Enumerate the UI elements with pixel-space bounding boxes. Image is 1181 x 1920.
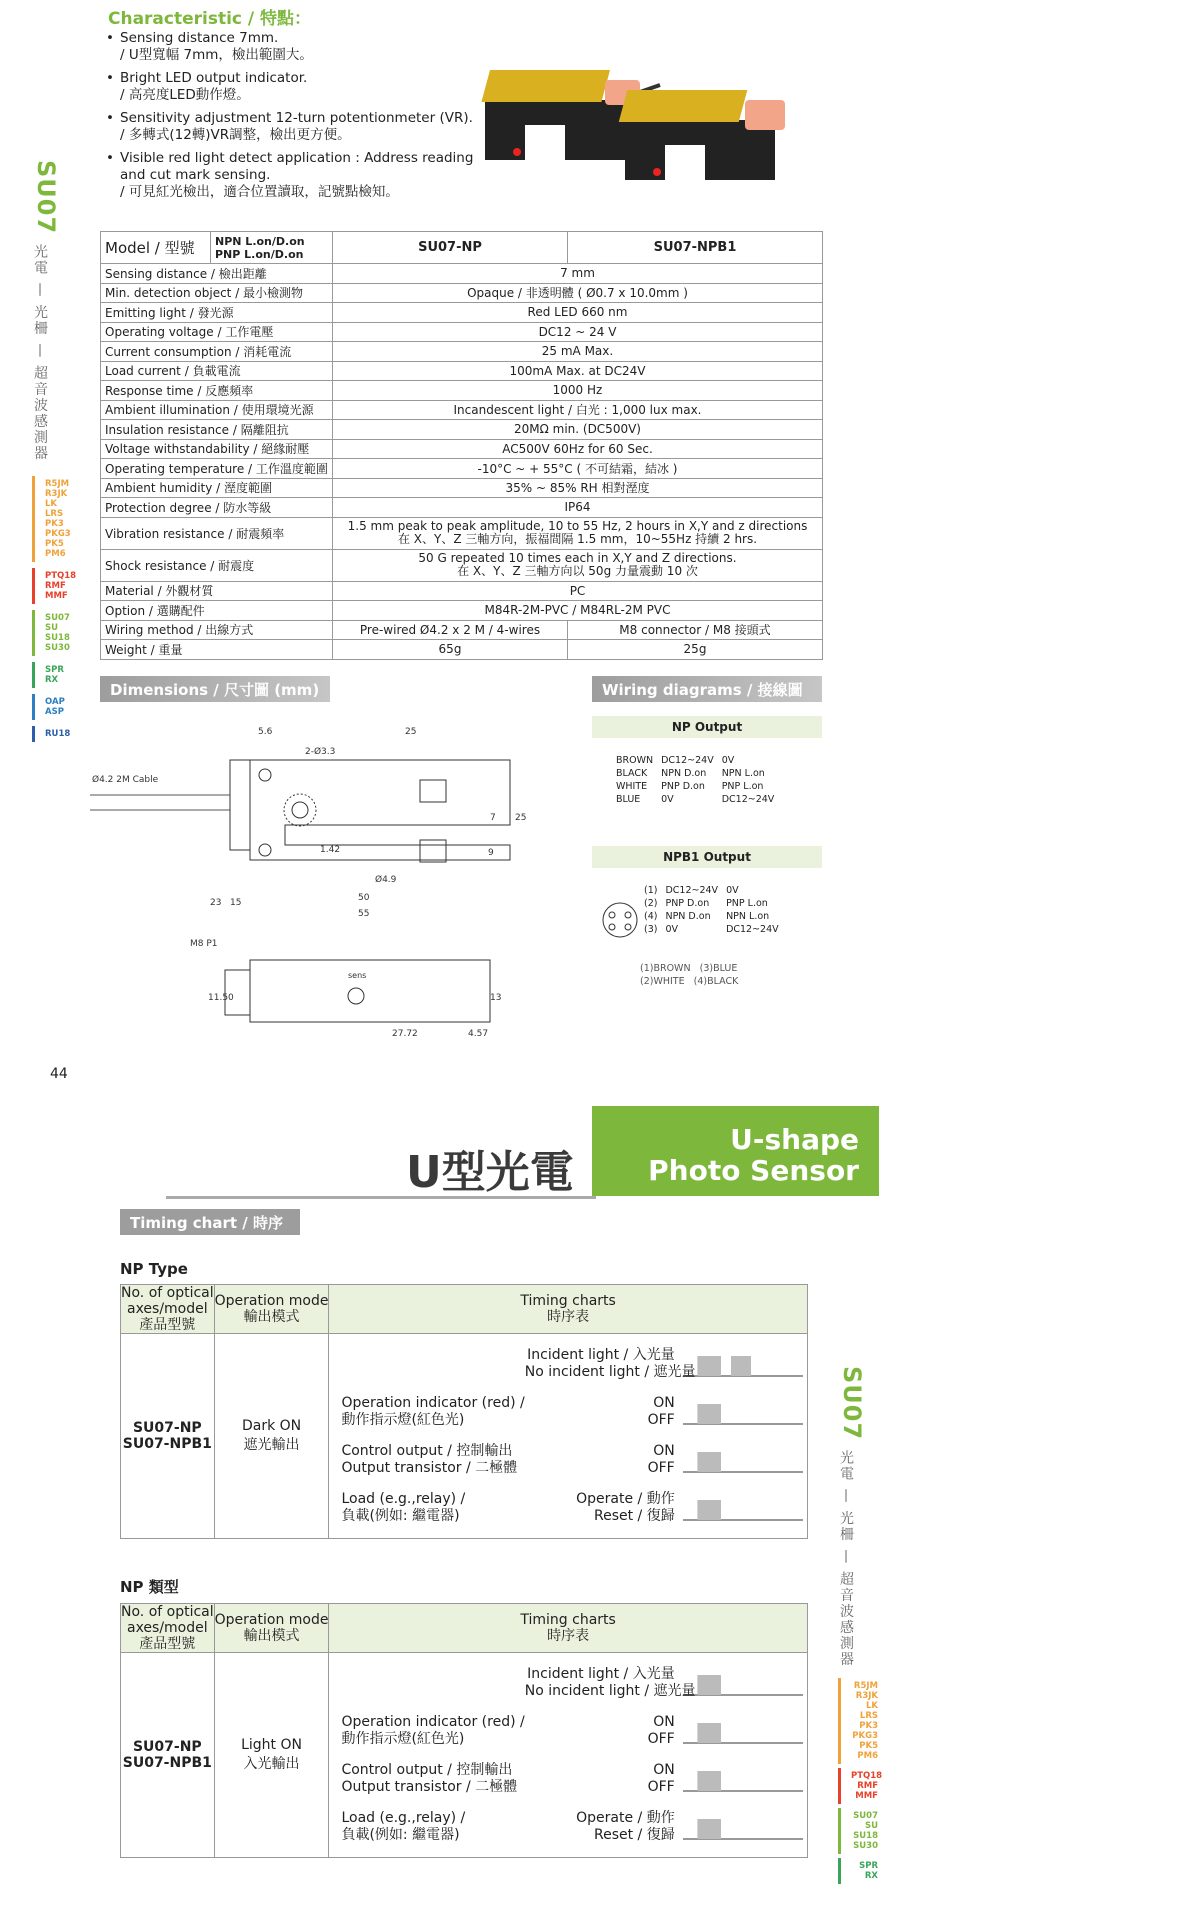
timing-wave bbox=[683, 1761, 803, 1797]
timing-row bbox=[329, 1388, 806, 1436]
timing-header-mode: Operation mode 輸出模式 bbox=[214, 1604, 329, 1653]
timing-title: Timing chart / 時序圖 bbox=[120, 1209, 300, 1235]
timing-header-chart: Timing charts 時序表 bbox=[329, 1285, 807, 1334]
spec-row bbox=[101, 303, 823, 323]
timing-section-np bbox=[120, 1260, 800, 1539]
feature-item: • Sensitivity adjustment 12-turn potentionmeter (VR). / 多轉式(12轉)VR調整，檢出更方便。 bbox=[104, 110, 484, 144]
dimensions-title: Dimensions / 尺寸圖 (mm) bbox=[100, 676, 330, 702]
timing-mode: Light ON 入光輸出 bbox=[214, 1653, 329, 1858]
sidebar-group: PTQ18 RMF MMF bbox=[32, 568, 76, 604]
spec-label: Operating voltage / 工作電壓 bbox=[101, 322, 333, 342]
wire-row: BLUE 0V DC12~24V bbox=[616, 794, 775, 805]
spec-label: Shock resistance / 耐震度 bbox=[101, 549, 333, 581]
product-banner bbox=[592, 1106, 879, 1196]
timing-row-name: Control output / 控制輸出 Output transistor / 二極體 bbox=[341, 1762, 518, 1795]
spec-value: DC12 ~ 24 V bbox=[333, 322, 823, 342]
spec-value: PC bbox=[333, 581, 823, 601]
spec-value: M8 connector / M8 接頭式 bbox=[568, 620, 823, 640]
dim-label: 13 bbox=[490, 993, 502, 1003]
sensor-right bbox=[619, 90, 785, 180]
spec-label: Response time / 反應頻率 bbox=[101, 381, 333, 401]
spec-row bbox=[101, 459, 823, 479]
spec-value: 1.5 mm peak to peak amplitude, 10 to 55 Hz, 2 hours in X,Y and z directions 在 X、Y、Z 三軸方向，振福間隔 1.5 mm，10~55Hz 持續 2 hrs. bbox=[333, 517, 823, 549]
sidebar-group: R5JM R3JK LK LRS PK3 PKG3 PK5 PM6 bbox=[838, 1678, 878, 1764]
connector-icon bbox=[600, 895, 640, 945]
timing-wave bbox=[683, 1346, 803, 1382]
timing-row bbox=[329, 1436, 806, 1484]
timing-row-name: Operation indicator (red) / 動作指示燈(紅色光) bbox=[341, 1714, 525, 1747]
spec-label: Protection degree / 防水等級 bbox=[101, 498, 333, 518]
timing-body-row bbox=[121, 1653, 808, 1858]
timing-row bbox=[329, 1707, 806, 1755]
sidebar-group: RU18 bbox=[32, 726, 76, 742]
timing-header-chart: Timing charts 時序表 bbox=[329, 1604, 807, 1653]
dim-label: 25 bbox=[515, 813, 527, 823]
spec-label: Emitting light / 發光源 bbox=[101, 303, 333, 323]
timing-wave bbox=[683, 1713, 803, 1749]
timing-header-mode: Operation mode 輸出模式 bbox=[214, 1285, 329, 1334]
banner-underline bbox=[166, 1196, 596, 1199]
zh-title: U型光電 bbox=[406, 1147, 574, 1198]
timing-wave bbox=[683, 1394, 803, 1430]
sidebar-title: SU07 bbox=[838, 1366, 866, 1441]
spec-label: Ambient illumination / 使用環境光源 bbox=[101, 400, 333, 420]
spec-value: 100mA Max. at DC24V bbox=[333, 361, 823, 381]
wire-row: (3) 0V DC12~24V bbox=[644, 924, 779, 935]
timing-row-state: ON OFF bbox=[647, 1714, 675, 1747]
wire-row: (2) PNP D.on PNP L.on bbox=[644, 898, 768, 909]
np-wiring-table bbox=[612, 754, 778, 806]
dim-cable-label: Ø4.2 2M Cable bbox=[92, 775, 159, 785]
sidebar-group-active: SU07 SU SU18 SU30 bbox=[32, 610, 76, 656]
spec-value: AC500V 60Hz for 60 Sec. bbox=[333, 439, 823, 459]
feature-item: • Bright LED output indicator. / 高亮度LED動作燈。 bbox=[104, 70, 484, 104]
wire-row: WHITE PNP D.on PNP L.on bbox=[616, 781, 764, 792]
feature-item: • Visible red light detect application : Address reading and cut mark sensing. / 可見紅光檢出，適合位置讀取，記號點檢知。 bbox=[104, 150, 484, 201]
spec-value: 50 G repeated 10 times each in X,Y and Z directions. 在 X、Y、Z 三軸方向以 50g 力量震動 10 次 bbox=[333, 549, 823, 581]
timing-row-state: ON OFF bbox=[647, 1443, 675, 1476]
spec-row bbox=[101, 361, 823, 381]
sidebar-group: OAP ASP bbox=[32, 694, 76, 720]
spec-label: Weight / 重量 bbox=[101, 640, 333, 660]
sidebar-group-active: SU07 SU SU18 SU30 bbox=[838, 1808, 878, 1854]
spec-value: 25 mA Max. bbox=[333, 342, 823, 362]
spec-label: Option / 選購配件 bbox=[101, 601, 333, 621]
spec-row bbox=[101, 381, 823, 401]
wire-legend: (1)BROWN (3)BLUE (2)WHITE (4)BLACK bbox=[640, 963, 739, 987]
spec-label: Ambient humidity / 溼度範圍 bbox=[101, 478, 333, 498]
dim-label: sens bbox=[348, 971, 367, 980]
timing-row-state: Operate / 動作 Reset / 復歸 bbox=[576, 1810, 675, 1843]
spec-row bbox=[101, 400, 823, 420]
dim-label: 4.57 bbox=[468, 1029, 489, 1039]
spec-row bbox=[101, 439, 823, 459]
spec-label: Operating temperature / 工作溫度範圍 bbox=[101, 459, 333, 479]
timing-row-state: Incident light / 入光量 No incident light / 遮光量 bbox=[524, 1347, 696, 1380]
spec-value: -10°C ~ + 55°C ( 不可結霜，結冰 ) bbox=[333, 459, 823, 479]
sidebar-group: R5JM R3JK LK LRS PK3 PKG3 PK5 PM6 bbox=[32, 476, 76, 562]
sidebar-groups bbox=[32, 476, 76, 742]
col-su07-npb1: SU07-NPB1 bbox=[568, 232, 823, 264]
left-sidebar bbox=[32, 160, 76, 742]
spec-label: Sensing distance / 檢出距離 bbox=[101, 264, 333, 284]
spec-value: 35% ~ 85% RH 相對溼度 bbox=[333, 478, 823, 498]
wiring-title: Wiring diagrams / 接線圖 bbox=[592, 676, 822, 702]
dim-label: 5.6 bbox=[258, 727, 273, 737]
dim-label: 55 bbox=[358, 909, 370, 919]
wire-row: (1) DC12~24V 0V bbox=[644, 885, 739, 896]
spec-row bbox=[101, 549, 823, 581]
spec-label: Load current / 負載電流 bbox=[101, 361, 333, 381]
spec-header-row bbox=[101, 232, 823, 264]
timing-row bbox=[329, 1340, 806, 1388]
timing-table bbox=[120, 1603, 808, 1858]
spec-row bbox=[101, 498, 823, 518]
timing-row-state: Incident light / 入光量 No incident light / 遮光量 bbox=[524, 1666, 696, 1699]
sidebar-title: SU07 bbox=[32, 160, 60, 235]
spec-value: 65g bbox=[333, 640, 568, 660]
timing-wave bbox=[683, 1665, 803, 1701]
np-output-label: NP Output bbox=[592, 716, 822, 738]
spec-value: Opaque / 非透明體 ( Ø0.7 x 10.0mm ) bbox=[333, 283, 823, 303]
dim-label: 15 bbox=[230, 898, 242, 908]
timing-row-name: Load (e.g.,relay) / 負載(例如: 繼電器) bbox=[341, 1491, 466, 1524]
dim-label: Ø4.9 bbox=[375, 875, 397, 885]
wire-row: BLACK NPN D.on NPN L.on bbox=[616, 768, 765, 779]
spec-value: Incandescent light / 白光 : 1,000 lux max. bbox=[333, 400, 823, 420]
dim-label: 1.42 bbox=[320, 845, 341, 855]
spec-row bbox=[101, 420, 823, 440]
characteristic-title: Characteristic / 特點： bbox=[108, 9, 312, 29]
spec-row bbox=[101, 517, 823, 549]
timing-header-row bbox=[121, 1285, 808, 1334]
timing-wave bbox=[683, 1490, 803, 1526]
spec-label: Current consumption / 消耗電流 bbox=[101, 342, 333, 362]
spec-label: Wiring method / 出線方式 bbox=[101, 620, 333, 640]
timing-header-model: No. of optical axes/model 產品型號 bbox=[121, 1285, 214, 1333]
spec-label: Min. detection object / 最小檢測物 bbox=[101, 283, 333, 303]
timing-model: SU07-NP SU07-NPB1 bbox=[121, 1334, 215, 1539]
spec-row bbox=[101, 640, 823, 660]
spec-value: 7 mm bbox=[333, 264, 823, 284]
npb1-output-label: NPB1 Output bbox=[592, 846, 822, 868]
spec-row bbox=[101, 283, 823, 303]
spec-value: M84R-2M-PVC / M84RL-2M PVC bbox=[333, 601, 823, 621]
dim-label: 2-Ø3.3 bbox=[305, 747, 336, 757]
timing-row-state: Operate / 動作 Reset / 復歸 bbox=[576, 1491, 675, 1524]
sidebar-groups bbox=[838, 1678, 883, 1884]
spec-value: 20MΩ min. (DC500V) bbox=[333, 420, 823, 440]
spec-value: 25g bbox=[568, 640, 823, 660]
spec-row bbox=[101, 601, 823, 621]
sidebar-subtitle: 光電 — 光柵 — 超音波感測器 bbox=[838, 1450, 854, 1668]
spec-label: Material / 外觀材質 bbox=[101, 581, 333, 601]
spec-row bbox=[101, 581, 823, 601]
dim-label: 23 bbox=[210, 898, 222, 908]
timing-row-state: ON OFF bbox=[647, 1395, 675, 1428]
timing-wave bbox=[683, 1809, 803, 1845]
dim-label: 27.72 bbox=[392, 1029, 418, 1039]
dim-label: 11.50 bbox=[208, 993, 234, 1003]
col-su07-np: SU07-NP bbox=[333, 232, 568, 264]
spec-row bbox=[101, 264, 823, 284]
banner-line2: Photo Sensor bbox=[648, 1154, 859, 1187]
sidebar-group: PTQ18 RMF MMF bbox=[838, 1768, 878, 1804]
timing-header-model: No. of optical axes/model 產品型號 bbox=[121, 1604, 214, 1652]
spec-value: 1000 Hz bbox=[333, 381, 823, 401]
timing-mode: Dark ON 遮光輸出 bbox=[214, 1334, 329, 1539]
dimensions-drawing bbox=[90, 720, 530, 1050]
spec-value: Red LED 660 nm bbox=[333, 303, 823, 323]
spec-row bbox=[101, 620, 823, 640]
spec-label: Insulation resistance / 隔離阻抗 bbox=[101, 420, 333, 440]
spec-row bbox=[101, 478, 823, 498]
spec-label: Voltage withstandability / 絕緣耐壓 bbox=[101, 439, 333, 459]
timing-model: SU07-NP SU07-NPB1 bbox=[121, 1653, 215, 1858]
spec-table bbox=[100, 231, 823, 660]
model-label: Model / 型號 bbox=[101, 232, 211, 264]
timing-row bbox=[329, 1484, 806, 1532]
dim-label: 25 bbox=[405, 727, 417, 737]
product-photo bbox=[480, 50, 820, 190]
right-sidebar bbox=[838, 1366, 883, 1884]
wire-row: BROWN DC12~24V 0V bbox=[616, 755, 735, 766]
timing-row-name: Load (e.g.,relay) / 負載(例如: 繼電器) bbox=[341, 1810, 466, 1843]
spec-value: Pre-wired Ø4.2 x 2 M / 4-wires bbox=[333, 620, 568, 640]
timing-header-row bbox=[121, 1604, 808, 1653]
characteristic-list bbox=[104, 30, 484, 207]
feature-item: • Sensing distance 7mm. / U型寬幅 7mm，檢出範圍大。 bbox=[104, 30, 484, 64]
timing-wave bbox=[683, 1442, 803, 1478]
timing-row-name: Control output / 控制輸出 Output transistor / 二極體 bbox=[341, 1443, 518, 1476]
timing-type-label: NP Type bbox=[120, 1260, 188, 1278]
banner-line1: U-shape bbox=[730, 1123, 859, 1156]
mode-label: NPN L.on/D.on PNP L.on/D.on bbox=[211, 232, 333, 264]
sidebar-group: SPR RX bbox=[32, 662, 76, 688]
timing-row bbox=[329, 1803, 806, 1851]
timing-table bbox=[120, 1284, 808, 1539]
timing-type-label: NP 類型 bbox=[120, 1578, 179, 1596]
timing-row-name: Operation indicator (red) / 動作指示燈(紅色光) bbox=[341, 1395, 525, 1428]
dim-label: 50 bbox=[358, 893, 370, 903]
spec-row bbox=[101, 322, 823, 342]
wire-row: (4) NPN D.on NPN L.on bbox=[644, 911, 770, 922]
timing-row-state: ON OFF bbox=[647, 1762, 675, 1795]
sidebar-subtitle: 光電 — 光柵 — 超音波感測器 bbox=[32, 244, 48, 462]
timing-section-np-zh bbox=[120, 1576, 800, 1858]
timing-body-row bbox=[121, 1334, 808, 1539]
spec-value: IP64 bbox=[333, 498, 823, 518]
dim-label: 7 bbox=[490, 813, 496, 823]
npb1-wiring-table bbox=[640, 884, 783, 936]
dim-label: 9 bbox=[488, 848, 494, 858]
spec-row bbox=[101, 342, 823, 362]
spec-label: Vibration resistance / 耐震頻率 bbox=[101, 517, 333, 549]
timing-row bbox=[329, 1755, 806, 1803]
timing-row bbox=[329, 1659, 806, 1707]
sidebar-group: SPR RX bbox=[838, 1858, 878, 1884]
dim-label: M8 P1 bbox=[190, 939, 218, 949]
page-number: 44 bbox=[50, 1066, 68, 1082]
